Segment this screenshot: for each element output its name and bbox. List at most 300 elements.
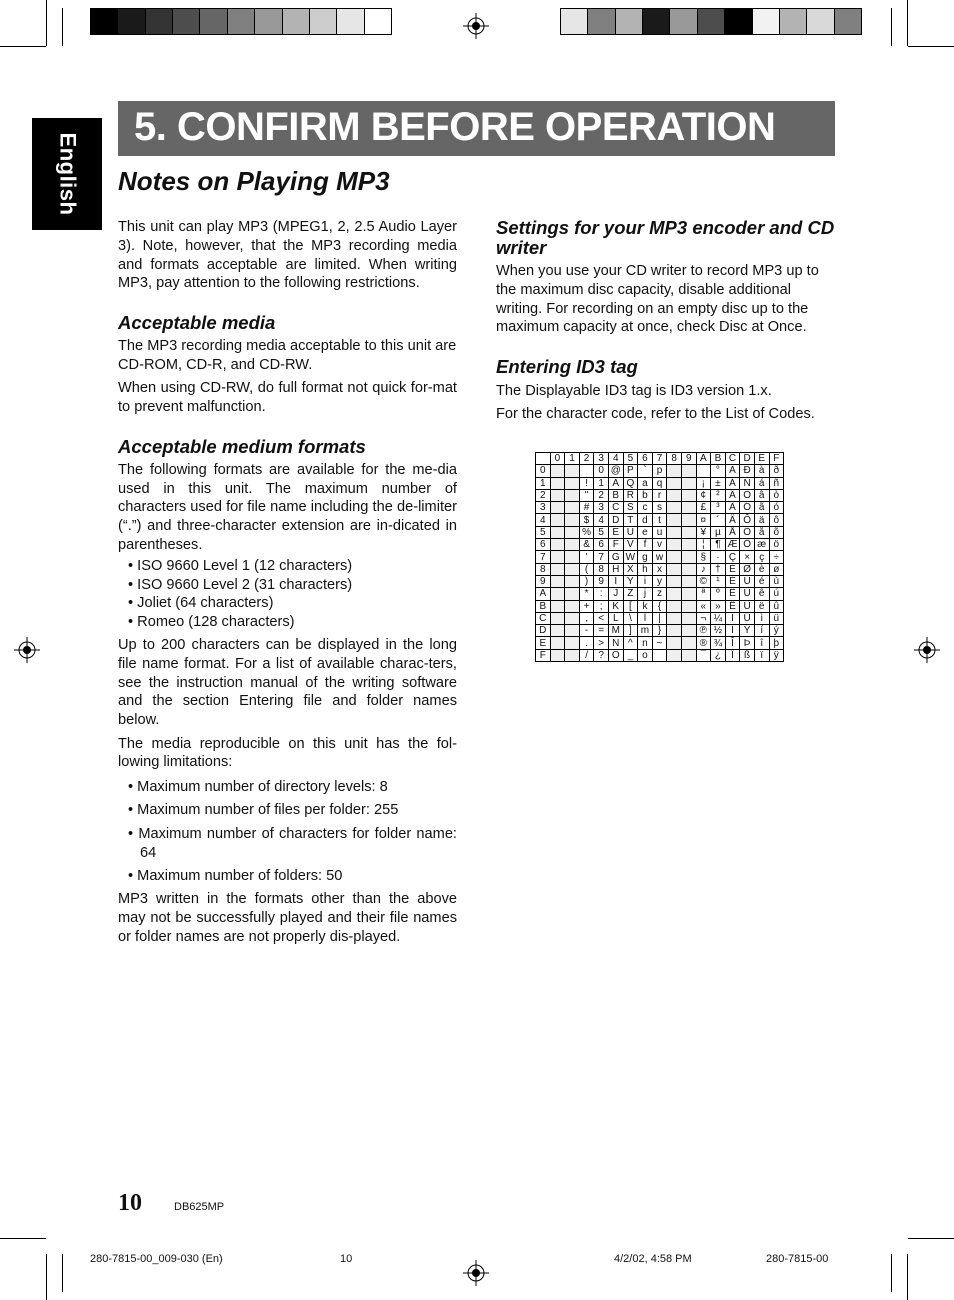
color-swatch bbox=[200, 9, 227, 34]
table-row bbox=[536, 637, 784, 649]
table-cell: ô bbox=[769, 514, 784, 526]
table-cell bbox=[667, 563, 682, 575]
table-cell: p bbox=[652, 465, 667, 477]
table-cell bbox=[565, 465, 580, 477]
table-cell: z bbox=[652, 588, 667, 600]
table-cell: r bbox=[652, 489, 667, 501]
table-cell: ï bbox=[754, 649, 769, 661]
table-header-cell: F bbox=[536, 649, 551, 661]
table-cell: 6 bbox=[594, 539, 609, 551]
table-cell: 4 bbox=[594, 514, 609, 526]
table-cell: P bbox=[623, 465, 638, 477]
table-cell: Á bbox=[725, 477, 740, 489]
table-cell: Î bbox=[725, 637, 740, 649]
table-cell bbox=[667, 514, 682, 526]
table-cell bbox=[550, 477, 565, 489]
table-cell bbox=[550, 551, 565, 563]
table-cell bbox=[565, 588, 580, 600]
print-datetime: 4/2/02, 4:58 PM bbox=[614, 1253, 692, 1265]
table-cell: L bbox=[608, 612, 623, 624]
table-cell bbox=[681, 502, 696, 514]
table-cell: ß bbox=[740, 649, 755, 661]
table-cell: ÷ bbox=[769, 551, 784, 563]
table-row bbox=[536, 625, 784, 637]
print-page-number: 10 bbox=[340, 1253, 353, 1265]
table-row bbox=[536, 502, 784, 514]
table-cell: ð bbox=[769, 465, 784, 477]
table-cell: U bbox=[623, 526, 638, 538]
color-swatch bbox=[228, 9, 255, 34]
table-cell: ~ bbox=[652, 637, 667, 649]
table-cell bbox=[667, 489, 682, 501]
table-cell bbox=[667, 649, 682, 661]
crop-mark bbox=[62, 8, 63, 46]
table-cell: § bbox=[696, 551, 711, 563]
table-cell: 3 bbox=[594, 502, 609, 514]
table-cell: ù bbox=[769, 575, 784, 587]
table-cell: ® bbox=[696, 637, 711, 649]
table-header-cell bbox=[536, 453, 551, 465]
table-cell: Ò bbox=[740, 489, 755, 501]
table-cell: 7 bbox=[594, 551, 609, 563]
table-cell: 2 bbox=[594, 489, 609, 501]
table-cell: q bbox=[652, 477, 667, 489]
registration-mark-icon bbox=[463, 1260, 489, 1286]
table-cell bbox=[681, 625, 696, 637]
table-header-cell: F bbox=[769, 453, 784, 465]
language-tab bbox=[32, 118, 102, 230]
table-cell: â bbox=[754, 489, 769, 501]
table-cell: \ bbox=[623, 612, 638, 624]
table-header-cell: 5 bbox=[536, 526, 551, 538]
page-number: 10 bbox=[118, 1190, 142, 1216]
table-cell: ' bbox=[579, 551, 594, 563]
table-cell bbox=[667, 575, 682, 587]
table-cell: D bbox=[608, 514, 623, 526]
table-cell: . bbox=[579, 637, 594, 649]
id3-heading: Entering ID3 tag bbox=[496, 356, 638, 378]
table-cell: } bbox=[652, 625, 667, 637]
table-header-cell: 1 bbox=[565, 453, 580, 465]
crop-mark bbox=[0, 46, 46, 47]
table-cell: ú bbox=[769, 588, 784, 600]
table-cell bbox=[681, 551, 696, 563]
table-row bbox=[536, 575, 784, 587]
table-cell: $ bbox=[579, 514, 594, 526]
table-header-cell: A bbox=[696, 453, 711, 465]
color-calibration-bar-right bbox=[560, 8, 862, 35]
left-column bbox=[118, 218, 457, 951]
table-cell: O bbox=[608, 649, 623, 661]
acceptable-media-heading: Acceptable media bbox=[118, 312, 276, 334]
table-cell: x bbox=[652, 563, 667, 575]
table-cell: { bbox=[652, 600, 667, 612]
table-cell: Ø bbox=[740, 563, 755, 575]
color-calibration-bar-left bbox=[90, 8, 392, 35]
color-swatch bbox=[643, 9, 670, 34]
table-cell bbox=[667, 526, 682, 538]
color-swatch bbox=[698, 9, 725, 34]
table-header-cell: 8 bbox=[667, 453, 682, 465]
crop-mark bbox=[62, 1254, 63, 1292]
table-cell: y bbox=[652, 575, 667, 587]
table-header-cell: E bbox=[536, 637, 551, 649]
table-cell: ² bbox=[711, 489, 726, 501]
crop-mark bbox=[907, 0, 908, 46]
table-cell bbox=[681, 575, 696, 587]
table-cell bbox=[667, 612, 682, 624]
table-cell: B bbox=[608, 489, 623, 501]
table-row bbox=[536, 539, 784, 551]
table-cell bbox=[565, 625, 580, 637]
table-cell bbox=[565, 477, 580, 489]
table-cell: n bbox=[638, 637, 653, 649]
color-swatch bbox=[337, 9, 364, 34]
table-cell bbox=[550, 612, 565, 624]
table-header-cell: 2 bbox=[536, 489, 551, 501]
intro-paragraph: This unit can play MP3 (MPEG1, 2, 2.5 Audio Layer 3). Note, however, that the MP3 recording media and formats acceptable are limited. When writing MP3, pay attention to the following restrictions. bbox=[118, 219, 457, 292]
table-cell: Y bbox=[623, 575, 638, 587]
table-row bbox=[536, 489, 784, 501]
table-cell bbox=[681, 539, 696, 551]
table-cell: û bbox=[769, 600, 784, 612]
table-header-cell: 4 bbox=[536, 514, 551, 526]
table-cell: j bbox=[638, 588, 653, 600]
table-cell: é bbox=[754, 575, 769, 587]
table-cell bbox=[550, 539, 565, 551]
table-cell: ª bbox=[696, 588, 711, 600]
table-cell bbox=[681, 489, 696, 501]
table-cell: N bbox=[608, 637, 623, 649]
table-cell: Ê bbox=[725, 588, 740, 600]
chapter-title-bar bbox=[118, 101, 835, 156]
table-cell: ü bbox=[769, 612, 784, 624]
table-cell: Ñ bbox=[740, 477, 755, 489]
table-cell: J bbox=[608, 588, 623, 600]
table-cell: £ bbox=[696, 502, 711, 514]
chapter-title: 5. CONFIRM BEFORE OPERATION bbox=[134, 105, 776, 149]
table-cell: 5 bbox=[594, 526, 609, 538]
table-cell: Ö bbox=[740, 539, 755, 551]
table-cell: ö bbox=[769, 539, 784, 551]
table-cell bbox=[550, 563, 565, 575]
table-cell bbox=[667, 637, 682, 649]
table-cell: ¤ bbox=[696, 514, 711, 526]
table-cell: K bbox=[608, 600, 623, 612]
table-cell: - bbox=[579, 625, 594, 637]
crop-mark bbox=[891, 1254, 892, 1292]
table-cell: & bbox=[579, 539, 594, 551]
table-cell: G bbox=[608, 551, 623, 563]
table-cell bbox=[667, 539, 682, 551]
table-cell bbox=[681, 465, 696, 477]
table-cell: ý bbox=[769, 625, 784, 637]
color-swatch bbox=[780, 9, 807, 34]
table-header-cell: 8 bbox=[536, 563, 551, 575]
table-cell bbox=[565, 563, 580, 575]
table-cell bbox=[550, 489, 565, 501]
table-cell: h bbox=[638, 563, 653, 575]
color-swatch bbox=[807, 9, 834, 34]
table-header-cell: 1 bbox=[536, 477, 551, 489]
formats-paragraph-4: MP3 written in the formats other than the above may not be successfully played and their file names or folder names are not properly dis-played. bbox=[118, 891, 457, 945]
table-cell bbox=[652, 649, 667, 661]
table-cell bbox=[667, 625, 682, 637]
table-cell: I bbox=[608, 575, 623, 587]
table-cell: Ç bbox=[725, 551, 740, 563]
table-cell: Â bbox=[725, 489, 740, 501]
list-item: • ISO 9660 Level 1 (12 characters) bbox=[128, 557, 353, 574]
table-cell bbox=[681, 588, 696, 600]
table-cell: × bbox=[740, 551, 755, 563]
table-header-cell: D bbox=[536, 625, 551, 637]
formats-paragraph-1: The following formats are available for the me-dia used in this unit. The maximum number of characters used for file name including the de-limiter (“.”) and three-character extension are in-dicated in parentheses. bbox=[118, 461, 457, 554]
table-row bbox=[536, 514, 784, 526]
table-cell bbox=[667, 465, 682, 477]
table-cell: ] bbox=[623, 625, 638, 637]
table-cell: W bbox=[623, 551, 638, 563]
table-cell: ì bbox=[754, 612, 769, 624]
table-cell: î bbox=[754, 637, 769, 649]
table-cell bbox=[550, 600, 565, 612]
table-cell: í bbox=[754, 625, 769, 637]
table-cell: ø bbox=[769, 563, 784, 575]
table-cell: ¥ bbox=[696, 526, 711, 538]
table-cell: v bbox=[652, 539, 667, 551]
table-header-cell: 3 bbox=[594, 453, 609, 465]
table-header-row bbox=[536, 453, 784, 465]
table-cell: á bbox=[754, 477, 769, 489]
table-cell: Õ bbox=[740, 526, 755, 538]
table-cell: « bbox=[696, 600, 711, 612]
color-swatch bbox=[310, 9, 337, 34]
color-swatch bbox=[561, 9, 588, 34]
table-cell: > bbox=[594, 637, 609, 649]
table-cell: H bbox=[608, 563, 623, 575]
color-swatch bbox=[588, 9, 615, 34]
table-cell bbox=[667, 588, 682, 600]
table-cell bbox=[565, 575, 580, 587]
table-cell: Ì bbox=[725, 612, 740, 624]
table-cell: Ü bbox=[740, 612, 755, 624]
table-cell bbox=[681, 526, 696, 538]
table-cell: © bbox=[696, 575, 711, 587]
media-paragraph-1: The MP3 recording media acceptable to this unit are CD-ROM, CD-R, and CD-RW. bbox=[118, 338, 457, 373]
table-cell: É bbox=[725, 575, 740, 587]
table-cell: 1 bbox=[594, 477, 609, 489]
table-cell: e bbox=[638, 526, 653, 538]
table-cell: Æ bbox=[725, 539, 740, 551]
table-cell: ³ bbox=[711, 502, 726, 514]
table-header-cell: 2 bbox=[579, 453, 594, 465]
table-cell: l bbox=[638, 612, 653, 624]
formats-paragraph-3: The media reproducible on this unit has the fol-lowing limitations: bbox=[118, 735, 457, 771]
table-header-cell: 9 bbox=[681, 453, 696, 465]
table-cell: " bbox=[579, 489, 594, 501]
table-cell: È bbox=[725, 563, 740, 575]
list-item: • ISO 9660 Level 2 (31 characters) bbox=[128, 576, 353, 593]
table-cell: 9 bbox=[594, 575, 609, 587]
list-item: • Joliet (64 characters) bbox=[128, 595, 274, 612]
registration-mark-icon bbox=[14, 637, 40, 663]
table-cell bbox=[667, 551, 682, 563]
table-cell: ä bbox=[754, 514, 769, 526]
color-swatch bbox=[91, 9, 118, 34]
table-cell bbox=[667, 477, 682, 489]
color-swatch bbox=[283, 9, 310, 34]
table-header-cell: 7 bbox=[652, 453, 667, 465]
table-header-cell: C bbox=[725, 453, 740, 465]
table-cell: † bbox=[711, 563, 726, 575]
encoder-settings-paragraph: When you use your CD writer to record MP3 up to the maximum disc capacity, disable additional writing. For recording on an empty disc up to the maximum capacity at once, check Disc at Once. bbox=[496, 263, 819, 336]
table-cell bbox=[550, 465, 565, 477]
table-cell: ÿ bbox=[769, 649, 784, 661]
table-header-cell: 3 bbox=[536, 502, 551, 514]
table-cell bbox=[696, 465, 711, 477]
table-header-cell: 5 bbox=[623, 453, 638, 465]
table-cell: < bbox=[594, 612, 609, 624]
registration-mark-icon bbox=[914, 637, 940, 663]
table-cell: = bbox=[594, 625, 609, 637]
table-cell: C bbox=[608, 502, 623, 514]
encoder-settings-heading: Settings for your MP3 encoder and CD writer bbox=[496, 217, 835, 258]
crop-mark bbox=[908, 46, 954, 47]
color-swatch bbox=[365, 9, 391, 34]
table-cell: ¶ bbox=[711, 539, 726, 551]
table-cell: T bbox=[623, 514, 638, 526]
table-header-cell: 7 bbox=[536, 551, 551, 563]
table-cell bbox=[565, 637, 580, 649]
formats-paragraph-2: Up to 200 characters can be displayed in the long file name format. For a list of available charac-ters, see the instruction manual of the writing software and the section Entering file and folder names below. bbox=[118, 637, 457, 729]
table-cell: ¯ bbox=[696, 649, 711, 661]
table-cell: ¡ bbox=[696, 477, 711, 489]
table-cell: M bbox=[608, 625, 623, 637]
crop-mark bbox=[891, 8, 892, 46]
color-swatch bbox=[173, 9, 200, 34]
table-cell: t bbox=[652, 514, 667, 526]
table-header-cell: E bbox=[754, 453, 769, 465]
table-header-cell: C bbox=[536, 612, 551, 624]
crop-mark bbox=[907, 1254, 908, 1300]
color-swatch bbox=[146, 9, 173, 34]
table-cell: k bbox=[638, 600, 653, 612]
table-cell: þ bbox=[769, 637, 784, 649]
table-row bbox=[536, 526, 784, 538]
table-cell bbox=[565, 649, 580, 661]
right-column bbox=[496, 218, 835, 429]
table-cell bbox=[565, 600, 580, 612]
table-cell: ë bbox=[754, 600, 769, 612]
table-cell: Z bbox=[623, 588, 638, 600]
table-cell: # bbox=[579, 502, 594, 514]
table-row bbox=[536, 477, 784, 489]
table-row bbox=[536, 551, 784, 563]
table-cell: ò bbox=[769, 489, 784, 501]
table-cell: µ bbox=[711, 526, 726, 538]
table-cell bbox=[681, 612, 696, 624]
table-cell: Ô bbox=[740, 514, 755, 526]
table-cell: : bbox=[594, 588, 609, 600]
table-cell bbox=[550, 588, 565, 600]
table-cell: ; bbox=[594, 600, 609, 612]
table-cell: Q bbox=[623, 477, 638, 489]
table-cell: Ý bbox=[740, 625, 755, 637]
crop-mark bbox=[908, 1238, 954, 1239]
table-cell bbox=[681, 649, 696, 661]
table-cell: Ð bbox=[740, 465, 755, 477]
table-cell: * bbox=[579, 588, 594, 600]
color-swatch bbox=[753, 9, 780, 34]
table-cell: Ú bbox=[740, 588, 755, 600]
table-cell bbox=[550, 637, 565, 649]
table-cell bbox=[565, 551, 580, 563]
table-cell: ℗ bbox=[696, 625, 711, 637]
table-cell: m bbox=[638, 625, 653, 637]
crop-mark bbox=[46, 0, 47, 46]
table-cell bbox=[565, 526, 580, 538]
table-cell: s bbox=[652, 502, 667, 514]
table-cell: ¦ bbox=[696, 539, 711, 551]
table-row bbox=[536, 600, 784, 612]
table-cell: ê bbox=[754, 588, 769, 600]
formats-list bbox=[118, 557, 457, 632]
table-cell: f bbox=[638, 539, 653, 551]
registration-mark-icon bbox=[463, 13, 489, 39]
table-cell bbox=[667, 600, 682, 612]
table-cell: Ã bbox=[725, 502, 740, 514]
table-cell bbox=[565, 514, 580, 526]
table-cell: 8 bbox=[594, 563, 609, 575]
table-cell bbox=[565, 502, 580, 514]
table-cell: + bbox=[579, 600, 594, 612]
crop-mark bbox=[0, 1238, 46, 1239]
table-cell bbox=[681, 477, 696, 489]
table-cell: ã bbox=[754, 502, 769, 514]
id3-paragraph-2: For the character code, refer to the List of Codes. bbox=[496, 406, 815, 423]
color-swatch bbox=[670, 9, 697, 34]
table-cell: Å bbox=[725, 526, 740, 538]
table-cell: a bbox=[638, 477, 653, 489]
table-cell: ¹ bbox=[711, 575, 726, 587]
table-cell bbox=[565, 539, 580, 551]
limits-list bbox=[118, 778, 457, 885]
table-cell: æ bbox=[754, 539, 769, 551]
table-cell: Ï bbox=[725, 649, 740, 661]
table-cell bbox=[681, 637, 696, 649]
crop-mark bbox=[46, 1254, 47, 1300]
table-cell: E bbox=[608, 526, 623, 538]
table-cell: ¾ bbox=[711, 637, 726, 649]
table-row bbox=[536, 649, 784, 661]
table-cell bbox=[550, 502, 565, 514]
table-header-cell: B bbox=[536, 600, 551, 612]
table-cell bbox=[550, 625, 565, 637]
table-cell: [ bbox=[623, 600, 638, 612]
table-cell: X bbox=[623, 563, 638, 575]
table-header-cell: 0 bbox=[550, 453, 565, 465]
table-header-cell: 0 bbox=[536, 465, 551, 477]
color-swatch bbox=[725, 9, 752, 34]
table-cell: V bbox=[623, 539, 638, 551]
table-cell: F bbox=[608, 539, 623, 551]
table-cell: S bbox=[623, 502, 638, 514]
table-header-cell: A bbox=[536, 588, 551, 600]
table-cell: / bbox=[579, 649, 594, 661]
table-cell: c bbox=[638, 502, 653, 514]
table-cell: ♪ bbox=[696, 563, 711, 575]
color-swatch bbox=[835, 9, 861, 34]
table-cell bbox=[667, 502, 682, 514]
